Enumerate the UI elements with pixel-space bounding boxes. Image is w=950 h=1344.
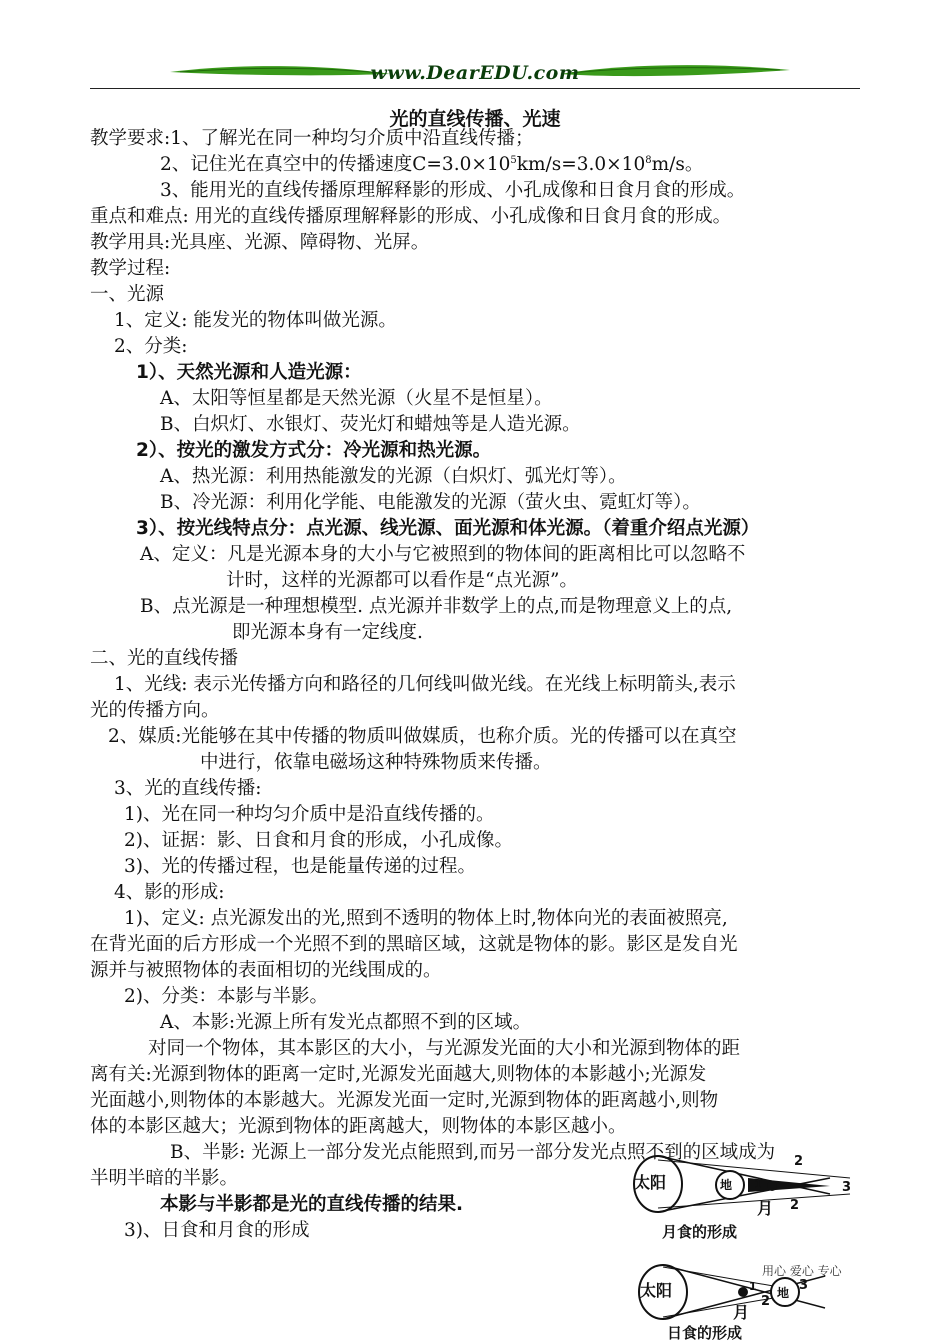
sun-label: 太阳 (640, 1281, 673, 1300)
header-rule (90, 88, 860, 89)
earth-label: 地 (720, 1178, 733, 1192)
site-header (90, 58, 860, 88)
text-line-s1-2-3: 3）、按光线特点分：点光源、线光源、面光源和体光源。（着重介绍点光源） (136, 518, 760, 539)
text-line-s2-4-c: 本影与半影都是光的直线传播的结果. (160, 1194, 464, 1215)
text-line-s2-4: 4、影的形成: (114, 882, 225, 903)
text-line-s2-4-2b: B、半影: 光源上一部分发光点能照到,而另一部分发光点照不到的区域成为 (170, 1142, 776, 1163)
text-line-s2-3-1: 1)、光在同一种均匀介质中是沿直线传播的。 (124, 804, 495, 825)
text-line-s2-4-2a3: 光面越小,则物体的本影越大。光源发光面一定时,光源到物体的距离越小,则物 (90, 1090, 719, 1111)
text-line-s1-2-3a2: 计时，这样的光源都可以看作是“点光源”。 (226, 570, 578, 591)
text-line-s2-4-2a1: 对同一个物体，其本影区的大小，与光源发光面的大小和光源到物体的距 (148, 1038, 741, 1059)
moon-label: 月 (733, 1303, 750, 1322)
text-line-s1-2-1a: A、太阳等恒星都是天然光源（火星不是恒星）。 (160, 388, 553, 409)
text-line-s2-4-2a: A、本影:光源上所有发光点都照不到的区域。 (160, 1012, 532, 1033)
moon-label: 月 (757, 1199, 774, 1218)
text-line-s2-4-2a2: 离有关:光源到物体的距离一定时,光源发光面越大,则物体的本影越小;光源发 (90, 1064, 707, 1085)
sun-label: 太阳 (634, 1173, 667, 1192)
text-line-s2-3-2: 2)、证据：影、日食和月食的形成，小孔成像。 (124, 830, 513, 851)
zone-1-label: 1 (754, 1178, 762, 1191)
zone-2-label: 2 (761, 1294, 771, 1309)
req2-line: 2、记住光在真空中的传播速度$C=3.0\times 10^5km/s=3.0\times 10^8m/s$。 (160, 154, 704, 175)
text-line-s1-2-2a: A、热光源：利用热能激发的光源（白炽灯、弧光灯等）。 (160, 466, 627, 487)
text-line-process: 教学过程: (90, 258, 171, 279)
text-line-s2-3: 3、光的直线传播: (114, 778, 262, 799)
zone-3-label: 3 (842, 1180, 852, 1195)
lunar-eclipse-caption: 月食的形成 (662, 1223, 738, 1241)
text-line-s2-4-1c: 源并与被照物体的表面相切的光线围成的。 (90, 960, 442, 981)
text-line-tools: 教学用具:光具座、光源、障碍物、光屏。 (90, 232, 430, 253)
text-line-s1-1: 1、定义: 能发光的物体叫做光源。 (114, 310, 397, 331)
text-line-req3: 3、能用光的直线传播原理解释影的形成、小孔成像和日食月食的形成。 (160, 180, 746, 201)
text-line-s2-2b: 中进行，依靠电磁场这种特殊物质来传播。 (200, 752, 552, 773)
text-line-s1-2-3a: A、定义：凡是光源本身的大小与它被照到的物体间的距离相比可以忽略不 (140, 544, 746, 565)
zone-2-label: 2 (794, 1154, 804, 1169)
text-line-s1-2-2b: B、冷光源：利用化学能、电能激发的光源（萤火虫、霓虹灯等）。 (160, 492, 701, 513)
watermark: 用心 爱心 专心 (762, 1264, 842, 1278)
page-title: 光的直线传播、光速 (389, 108, 561, 130)
text-line-s2: 二、光的直线传播 (90, 648, 239, 669)
text-line-s2-4-2a4: 体的本影区越大；光源到物体的距离越大，则物体的本影区越小。 (90, 1116, 627, 1137)
site-url: www.DearEDU.com (370, 62, 580, 84)
earth-label: 地 (777, 1286, 790, 1300)
text-line-s1-2: 2、分类: (114, 336, 188, 357)
text-line-s1-2-2: 2）、按光的激发方式分：冷光源和热光源。 (136, 440, 492, 461)
text-line-s2-2: 2、媒质:光能够在其中传播的物质叫做媒质，也称介质。光的传播可以在真空 (108, 726, 737, 747)
zone-3-label: 3 (799, 1278, 809, 1293)
text-line-s2-4-1: 1)、定义: 点光源发出的光,照到不透明的物体上时,物体向光的表面被照亮, (124, 908, 728, 929)
lunar-eclipse-figure (630, 1150, 860, 1220)
text-line-s2-1b: 光的传播方向。 (90, 700, 220, 721)
text-line-s2-4-1b: 在背光面的后方形成一个光照不到的黑暗区域，这就是物体的影。影区是发自光 (90, 934, 738, 955)
zone-1-label: 1 (749, 1280, 757, 1293)
text-line-s2-3-3: 3)、光的传播过程，也是能量传递的过程。 (124, 856, 476, 877)
text-line-s1-2-1b: B、白炽灯、水银灯、荧光灯和蜡烛等是人造光源。 (160, 414, 581, 435)
solar-eclipse-figure (635, 1258, 830, 1326)
text-line-s2-4-2b2: 半明半暗的半影。 (90, 1168, 239, 1189)
req1-line: 教学要求:1、了解光在同一种均匀介质中沿直线传播； (90, 128, 534, 149)
text-line-s1-2-1: 1）、天然光源和人造光源： (136, 362, 362, 383)
text-line-s1-2-3b2: 即光源本身有一定线度. (232, 622, 423, 643)
text-line-s2-4-3: 3)、日食和月食的形成 (124, 1220, 310, 1241)
text-line-s1-2-3b: B、点光源是一种理想模型. 点光源并非数学上的点,而是物理意义上的点, (140, 596, 733, 617)
zone-2b-label: 2 (790, 1198, 800, 1213)
text-line-s2-4-2: 2)、分类：本影与半影。 (124, 986, 328, 1007)
solar-eclipse-caption: 日食的形成 (667, 1324, 743, 1342)
text-line-s1: 一、光源 (90, 284, 165, 305)
text-line-s2-1: 1、光线: 表示光传播方向和路径的几何线叫做光线。在光线上标明箭头,表示 (114, 674, 736, 695)
text-line-key: 重点和难点: 用光的直线传播原理解释影的形成、小孔成像和日食月食的形成。 (90, 206, 732, 227)
